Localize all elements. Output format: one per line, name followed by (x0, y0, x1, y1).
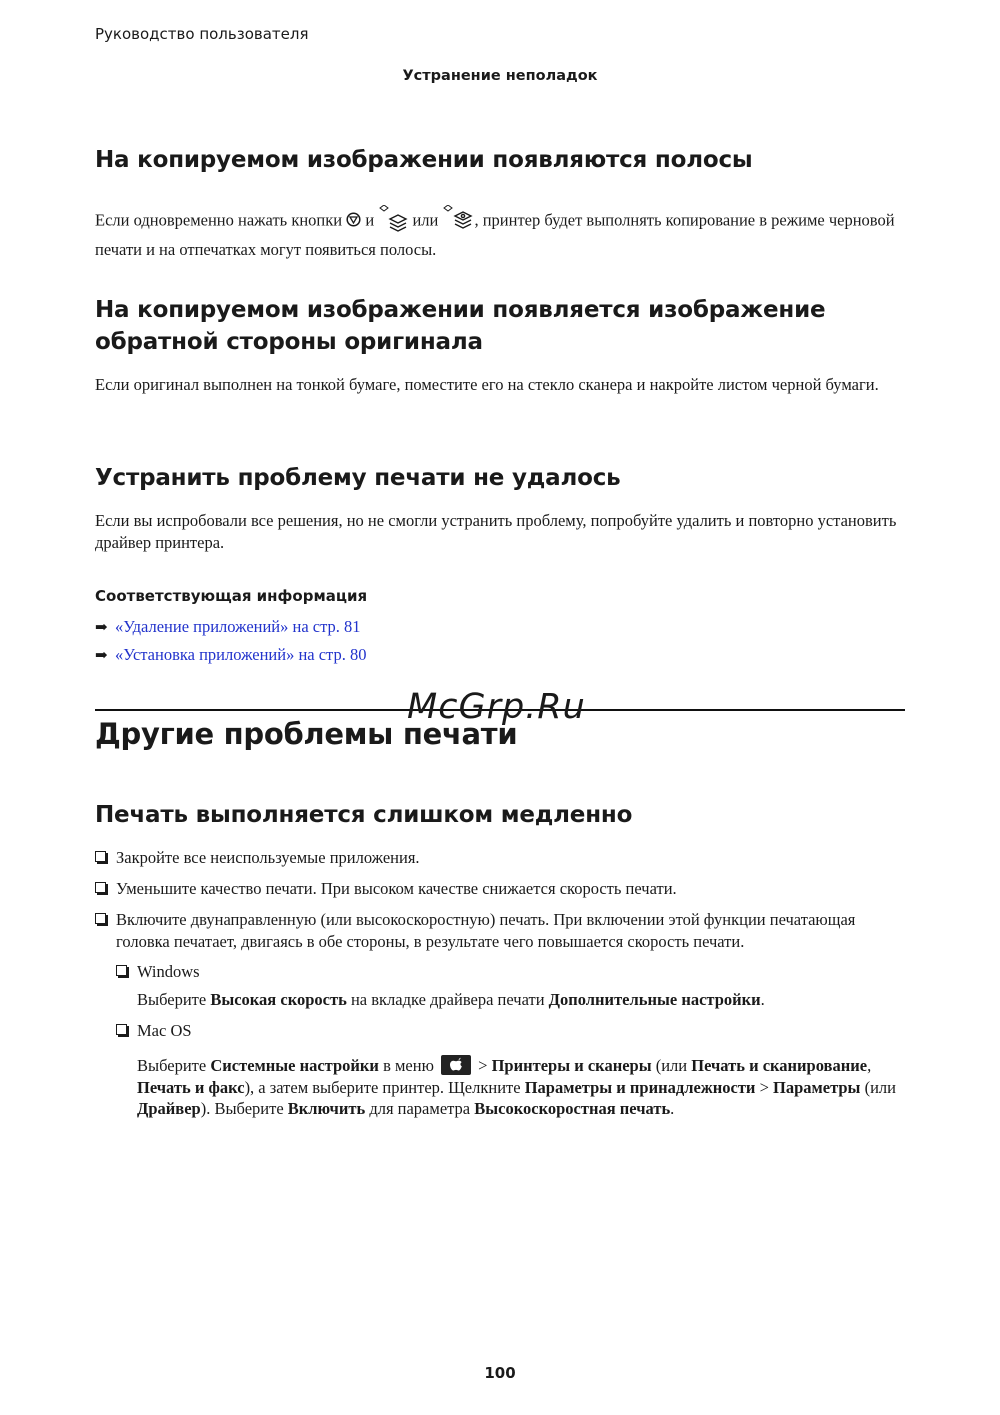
apple-menu-icon (441, 1055, 471, 1075)
list-item: Включите двунаправленную (или высокоскоростную) печать. При включении этой функции печатающая головка печатает, двигаясь в обе стороны, в результате чего повышается скорость печати. (95, 909, 905, 952)
paragraph-not-solved: Если вы испробовали все решения, но не смогли устранить проблему, попробуйте удалить и повторно установить драйвер принтера. (95, 511, 897, 552)
page-number: 100 (484, 1364, 516, 1382)
related-info-title: Соответствующая информация (95, 587, 368, 605)
link-uninstall-apps[interactable]: «Удаление приложений» на стр. 81 (115, 617, 361, 636)
stop-button-icon (346, 211, 361, 233)
sub-list-item-windows: Windows (116, 961, 905, 983)
heading-stripes: На копируемом изображении появляются полосы (95, 147, 753, 173)
checkbox-bullet-icon (95, 913, 106, 924)
chapter-title: Другие проблемы печати (95, 717, 518, 751)
running-header: Руководство пользователя (95, 25, 309, 43)
windows-instructions: Выберите Высокая скорость на вкладке драйвера печати Дополнительные настройки. (137, 990, 765, 1009)
arrow-right-icon: ➡ (95, 648, 108, 664)
copy-color-icon (442, 205, 474, 239)
list-item: Уменьшите качество печати. При высоком качестве снижается скорость печати. (95, 878, 905, 900)
checkbox-bullet-icon (116, 1024, 127, 1035)
list-item: Закройте все неиспользуемые приложения. (95, 847, 905, 869)
heading-not-solved: Устранить проблему печати не удалось (95, 465, 621, 491)
checkbox-bullet-icon (95, 851, 106, 862)
paragraph-back-side: Если оригинал выполнен на тонкой бумаге, поместите его на стекло сканера и накройте листом черной бумаги. (95, 375, 879, 394)
sub-list-item-macos: Mac OS (116, 1020, 905, 1042)
section-header: Устранение неполадок (402, 68, 598, 84)
arrow-right-icon: ➡ (95, 620, 108, 636)
heading-slow-printing: Печать выполняется слишком медленно (95, 802, 633, 828)
watermark: McGrp.Ru (407, 687, 586, 727)
copy-bw-icon (378, 205, 408, 239)
checkbox-bullet-icon (116, 965, 127, 976)
macos-instructions: Выберите Системные настройки в меню > Принтеры и сканеры (или Печать и сканирование, Печать и факс), а затем выберите принтер. Щелкните Параметры и принадлежности > Параметры (или Драйвер). Выберите Включить для параметра Высокоскоростная печать. (137, 1056, 896, 1118)
checkbox-bullet-icon (95, 882, 106, 893)
link-install-apps[interactable]: «Установка приложений» на стр. 80 (115, 645, 367, 664)
heading-back-side: На копируемом изображении появляется изображение обратной стороны оригинала (95, 297, 826, 355)
related-link-row[interactable] (95, 644, 366, 667)
related-link-row[interactable] (95, 616, 361, 639)
paragraph-stripes: Если одновременно нажать кнопки и или , принтер будет выполнять копирование в режиме черновой печати и на отпечатках могут появиться полосы. (95, 205, 905, 260)
